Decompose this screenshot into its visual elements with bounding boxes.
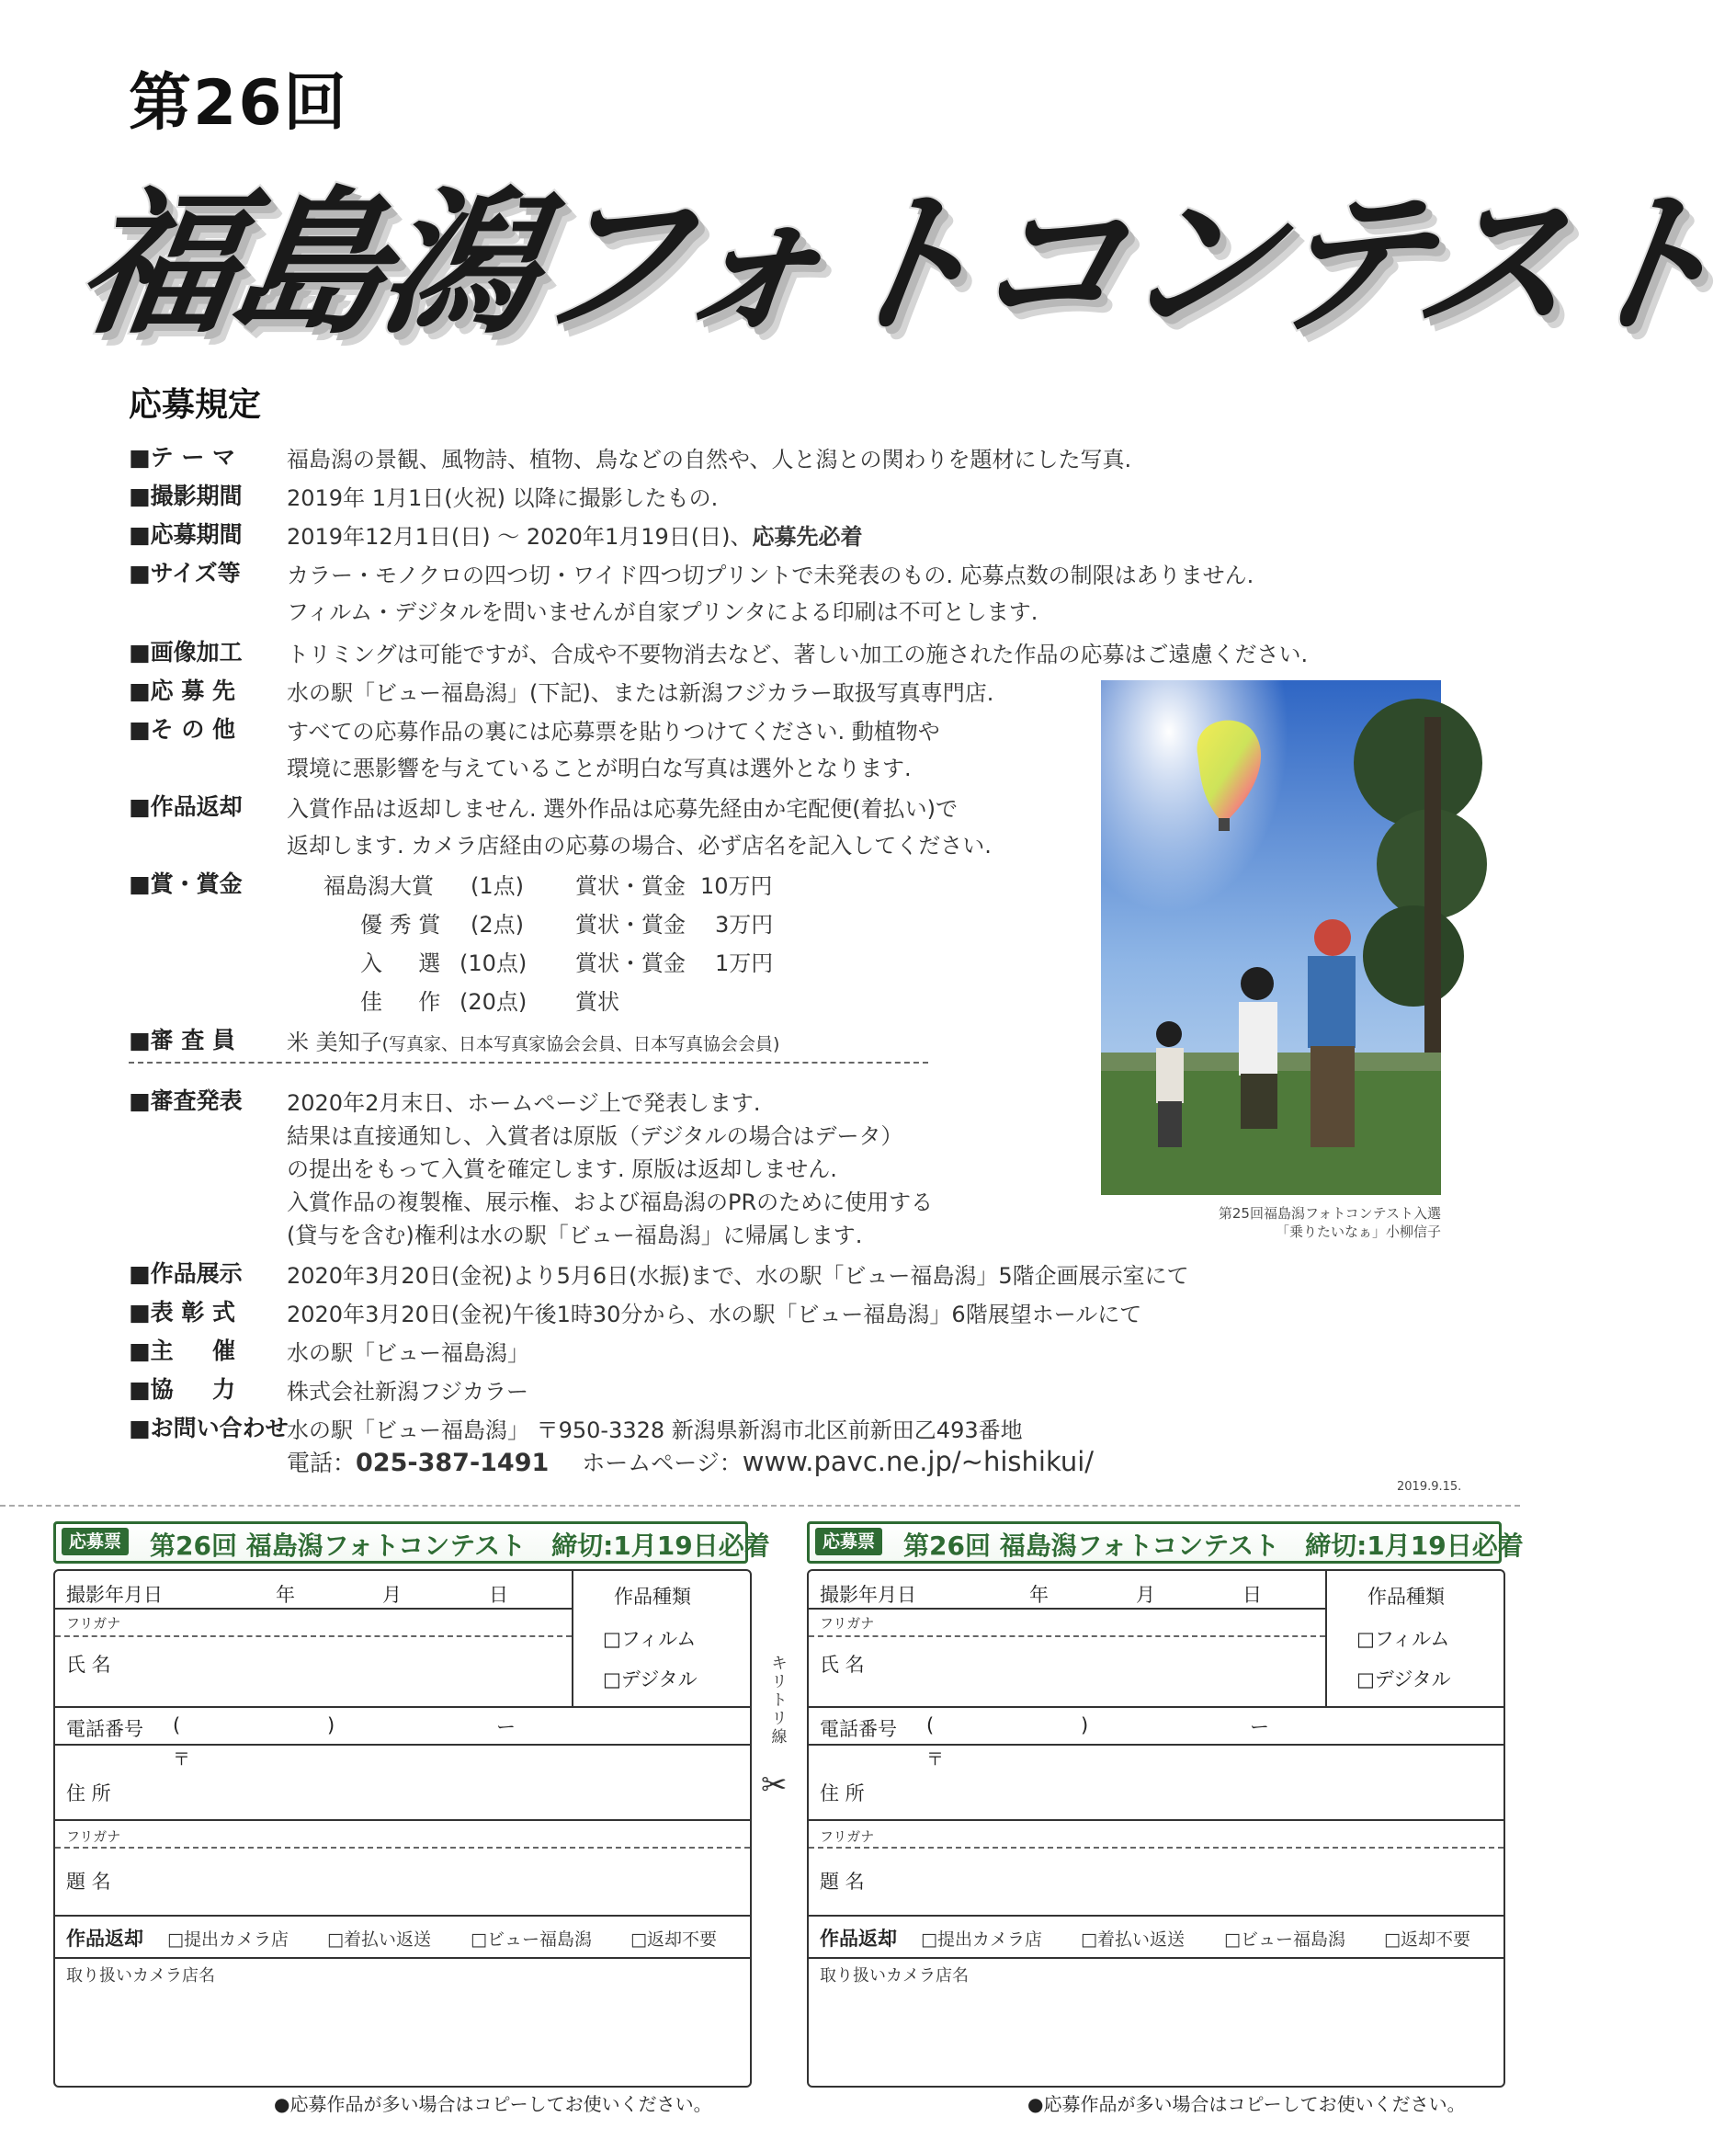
- kind-label: 作品種類: [1367, 1586, 1445, 1608]
- furigana-line: [55, 1635, 572, 1637]
- rule-text-size-1: カラー・モノクロの四つ切・ワイド四つ切プリントで未発表のもの. 応募点数の制限はありません.: [287, 563, 1254, 588]
- rule-text-ceremony: 2020年3月20日(金祝)午後1時30分から、水の駅「ビュー福島潟」6階展望ホールにて: [287, 1302, 1142, 1327]
- return-option-view-fukushimagata[interactable]: □ビュー福島潟: [471, 1929, 592, 1950]
- form-title: 第26回 福島潟フォトコンテスト 締切:1月19日必着: [903, 1531, 1524, 1561]
- return-option-camera-shop[interactable]: □提出カメラ店: [921, 1929, 1042, 1950]
- row-line: [809, 1819, 1503, 1821]
- phone-number: 025-387-1491: [356, 1449, 550, 1477]
- return-label: 作品返却: [66, 1928, 143, 1950]
- row-line: [809, 1706, 1503, 1708]
- prize-count: (1点): [471, 873, 524, 899]
- day-label: 日: [1242, 1584, 1262, 1606]
- rule-label-other: ■そ の 他: [129, 716, 236, 743]
- edition-label: 第26回: [129, 67, 348, 140]
- rule-label-organizer: ■主 催: [129, 1337, 236, 1364]
- row-line: [55, 1957, 750, 1959]
- rule-label-theme: ■テ ー マ: [129, 444, 236, 471]
- rule-text-entry-period: [287, 518, 862, 551]
- postal-mark: 〒: [926, 1749, 945, 1770]
- rule-label-inquiry: ■お問い合わせ: [129, 1415, 289, 1441]
- web-label: ホームページ：: [582, 1450, 743, 1476]
- scissors-icon: ✂: [761, 1767, 788, 1804]
- return-option-no-return[interactable]: □返却不要: [1384, 1929, 1470, 1950]
- rule-label-judge: ■審 査 員: [129, 1027, 236, 1053]
- shoot-date-label: 撮影年月日: [66, 1584, 163, 1606]
- phone-open-paren: (: [173, 1714, 181, 1736]
- form-box: [53, 1569, 752, 2088]
- phone-close-paren: ): [1081, 1714, 1089, 1736]
- rule-label-exhibition: ■作品展示: [129, 1260, 243, 1287]
- prize-award: 賞状・賞金: [575, 912, 686, 938]
- entry-period-dates: 2019年12月1日(日) ～ 2020年1月19日(日)、: [287, 524, 753, 550]
- row-line: [809, 1957, 1503, 1959]
- month-label: 月: [382, 1584, 402, 1606]
- kind-label: 作品種類: [614, 1586, 691, 1608]
- row-line: [55, 1819, 750, 1821]
- prize-award: 賞状・賞金: [575, 873, 686, 899]
- prize-count: (2点): [471, 912, 524, 938]
- prize-amount: 1万円: [715, 950, 774, 976]
- prize-award: 賞状・賞金: [575, 950, 686, 976]
- address-label: 住 所: [66, 1782, 111, 1804]
- row-line: [809, 1915, 1503, 1917]
- rule-text-return-1: 入賞作品は返却しません. 選外作品は応募先経由か宅配便(着払い)で: [287, 796, 958, 822]
- furigana-line: [809, 1635, 1325, 1637]
- page-title: 福島潟フォトコンテスト: [67, 174, 1731, 356]
- rule-text-theme: 福島潟の景観、風物詩、植物、鳥などの自然や、人と潟との関わりを題材にした写真.: [287, 447, 1132, 472]
- rule-text-announcement: (貸与を含む)権利は水の駅「ビュー福島潟」に帰属します.: [287, 1223, 863, 1248]
- kind-film-checkbox[interactable]: □フィルム: [603, 1628, 697, 1650]
- rule-text-shoot-period: 2019年 1月1日(火祝) 以降に撮影したもの.: [287, 485, 719, 511]
- contact-line: [287, 1445, 1094, 1478]
- cut-line: [0, 1505, 1520, 1507]
- row-line: [55, 1608, 572, 1610]
- photo-caption-line1: 第25回福島潟フォトコンテスト入選: [1218, 1205, 1441, 1222]
- photo-caption-line2: 「乗りたいなぁ」小柳信子: [1275, 1223, 1441, 1240]
- rule-text-organizer: 水の駅「ビュー福島潟」: [287, 1340, 529, 1366]
- rule-text-cooperation: 株式会社新潟フジカラー: [287, 1379, 529, 1405]
- entry-form-left: [53, 1521, 770, 2115]
- prize-name: 福島潟大賞: [323, 873, 434, 899]
- rule-label-editing: ■画像加工: [129, 639, 243, 666]
- prize-name: 入 選: [360, 950, 441, 976]
- title-furigana-label: フリガナ: [66, 1828, 121, 1845]
- phone-open-paren: (: [926, 1714, 935, 1736]
- rule-text-announcement: 2020年2月末日、ホームページ上で発表します.: [287, 1090, 761, 1116]
- web-url[interactable]: www.pavc.ne.jp/~hishikui/: [742, 1446, 1095, 1477]
- prize-award: 賞状: [575, 989, 619, 1015]
- furigana-label: フリガナ: [66, 1615, 121, 1632]
- prize-amount: 10万円: [700, 873, 773, 899]
- rule-text-destination: 水の駅「ビュー福島潟」(下記)、または新潟フジカラー取扱写真専門店.: [287, 680, 994, 706]
- year-label: 年: [1029, 1584, 1049, 1606]
- return-option-view-fukushimagata[interactable]: □ビュー福島潟: [1224, 1929, 1345, 1950]
- return-option-camera-shop[interactable]: □提出カメラ店: [167, 1929, 289, 1950]
- rule-text-exhibition: 2020年3月20日(金祝)より5月6日(水振)まで、水の駅「ビュー福島潟」5階企画展示室にて: [287, 1263, 1189, 1289]
- camera-shop-label: 取り扱いカメラ店名: [66, 1966, 215, 1986]
- month-label: 月: [1136, 1584, 1155, 1606]
- work-title-label: 題 名: [820, 1871, 865, 1893]
- return-option-cod[interactable]: □着払い返送: [1081, 1929, 1185, 1950]
- judge-name: 米 美知子: [287, 1030, 382, 1055]
- kind-divider: [1325, 1571, 1327, 1706]
- furigana-line: [55, 1847, 750, 1849]
- balloon-photo-svg: [1101, 680, 1441, 1195]
- rule-label-shoot-period: ■撮影期間: [129, 483, 243, 509]
- photo-caption: [1101, 1204, 1441, 1241]
- day-label: 日: [489, 1584, 508, 1606]
- cut-label: キ リ ト リ 線: [771, 1655, 788, 1747]
- phone-dash: ー: [496, 1716, 516, 1738]
- kind-digital-checkbox[interactable]: □デジタル: [603, 1668, 698, 1690]
- row-line: [55, 1706, 750, 1708]
- shoot-date-label: 撮影年月日: [820, 1584, 916, 1606]
- rule-text-announcement: 入賞作品の複製権、展示権、および福島潟のPRのために使用する: [287, 1189, 934, 1215]
- entry-form-right: [807, 1521, 1524, 2115]
- rule-text-inquiry: 水の駅「ビュー福島潟」 〒950-3328 新潟県新潟市北区前新田乙493番地: [287, 1417, 1023, 1443]
- work-title-label: 題 名: [66, 1871, 111, 1893]
- phone-close-paren: ): [327, 1714, 335, 1736]
- rule-text-announcement: 結果は直接通知し、入賞者は原版（デジタルの場合はデータ）: [287, 1123, 903, 1149]
- address-label: 住 所: [820, 1782, 865, 1804]
- rule-text-return-2: 返却します. カメラ店経由の応募の場合、必ず店名を記入してください.: [287, 833, 992, 859]
- phone-label: 電話番号: [820, 1718, 897, 1740]
- furigana-label: フリガナ: [820, 1615, 875, 1632]
- return-option-cod[interactable]: □着払い返送: [327, 1929, 431, 1950]
- row-line: [55, 1915, 750, 1917]
- rule-label-cooperation: ■協 力: [129, 1376, 236, 1403]
- phone-label: 電話：: [287, 1450, 357, 1476]
- name-label: 氏 名: [66, 1654, 111, 1676]
- prize-count: (20点): [460, 989, 528, 1015]
- camera-shop-label: 取り扱いカメラ店名: [820, 1966, 969, 1986]
- prize-name: 佳 作: [360, 989, 441, 1015]
- phone-dash: ー: [1250, 1716, 1269, 1738]
- phone-label: 電話番号: [66, 1718, 143, 1740]
- rule-label-prizes: ■賞・賞金: [129, 871, 243, 897]
- return-label: 作品返却: [820, 1928, 897, 1950]
- date-stamp: 2019.9.15.: [1397, 1480, 1462, 1494]
- postal-mark: 〒: [173, 1749, 191, 1770]
- balloon-photo: [1101, 680, 1441, 1195]
- entry-period-emphasis: 応募先必着: [752, 524, 863, 550]
- rule-text-size-2: フィルム・デジタルを問いませんが自家プリンタによる印刷は不可とします.: [287, 599, 1038, 625]
- rule-label-return: ■作品返却: [129, 793, 243, 820]
- rule-label-entry-period: ■応募期間: [129, 521, 243, 548]
- year-label: 年: [276, 1584, 295, 1606]
- rule-label-ceremony: ■表 彰 式: [129, 1299, 236, 1326]
- rule-label-size: ■サイズ等: [129, 560, 241, 586]
- copy-note: ●応募作品が多い場合はコピーしてお使いください。: [1027, 2093, 1466, 2115]
- row-line: [55, 1744, 750, 1746]
- form-header: [807, 1521, 1524, 1564]
- rule-text-editing: トリミングは可能ですが、合成や不要物消去など、著しい加工の施された作品の応募はご遠慮ください.: [287, 642, 1309, 667]
- kind-divider: [572, 1571, 573, 1706]
- form-box: [807, 1569, 1505, 2088]
- return-option-no-return[interactable]: □返却不要: [630, 1929, 717, 1950]
- judge-detail: (写真家、日本写真家協会会員、日本写真協会会員): [381, 1034, 780, 1054]
- copy-note: ●応募作品が多い場合はコピーしてお使いください。: [274, 2093, 712, 2115]
- name-label: 氏 名: [820, 1654, 865, 1676]
- form-badge: 応募票: [815, 1528, 882, 1555]
- rule-text-other-1: すべての応募作品の裏には応募票を貼りつけてください. 動植物や: [287, 719, 940, 745]
- kind-digital-checkbox[interactable]: □デジタル: [1356, 1668, 1451, 1690]
- form-badge: 応募票: [62, 1528, 129, 1555]
- prize-count: (10点): [460, 950, 528, 976]
- kind-film-checkbox[interactable]: □フィルム: [1356, 1628, 1450, 1650]
- title-furigana-label: フリガナ: [820, 1828, 875, 1845]
- rule-text-judge: [287, 1024, 779, 1056]
- prize-name: 優 秀 賞: [360, 912, 441, 938]
- form-header: [53, 1521, 770, 1564]
- rule-label-destination: ■応 募 先: [129, 677, 236, 704]
- form-title: 第26回 福島潟フォトコンテスト 締切:1月19日必着: [150, 1531, 770, 1561]
- row-line: [809, 1744, 1503, 1746]
- section-divider: [129, 1062, 928, 1064]
- prize-amount: 3万円: [715, 912, 774, 938]
- furigana-line: [809, 1847, 1503, 1849]
- rule-text-announcement: の提出をもって入賞を確定します. 原版は返却しません.: [287, 1156, 837, 1182]
- row-line: [809, 1608, 1325, 1610]
- rules-heading: 応募規定: [129, 386, 262, 424]
- rule-label-announcement: ■審査発表: [129, 1087, 243, 1114]
- rule-text-other-2: 環境に悪影響を与えていることが明白な写真は選外となります.: [287, 756, 912, 781]
